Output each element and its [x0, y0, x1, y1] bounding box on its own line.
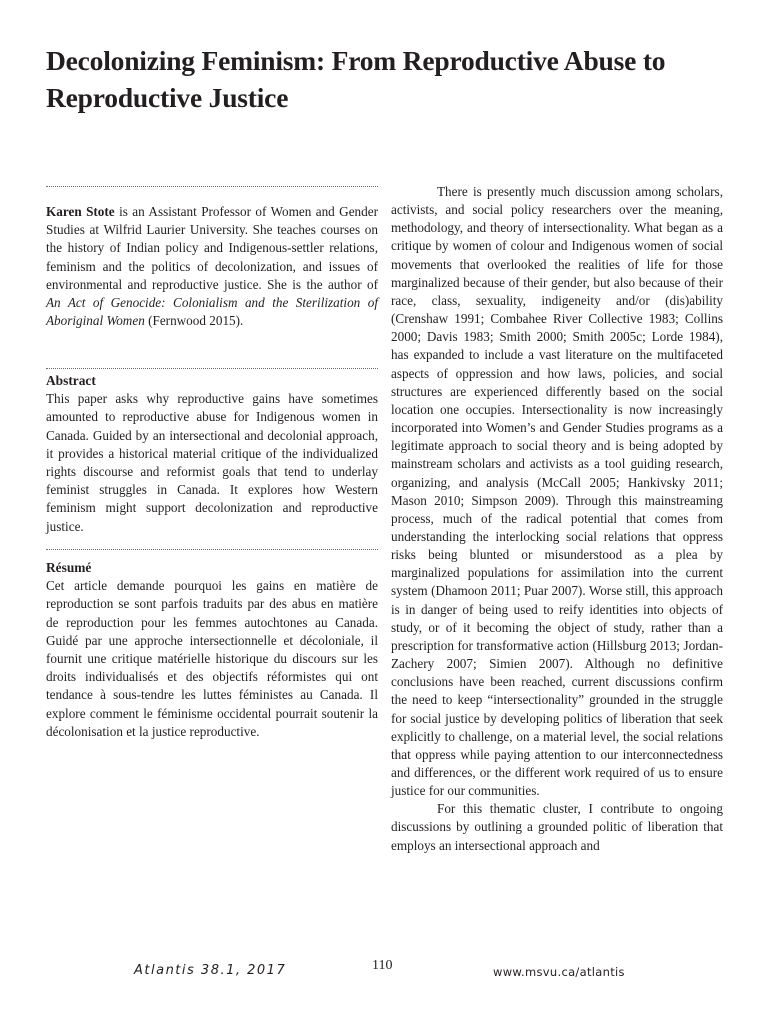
section-divider-resume	[46, 549, 378, 550]
author-name: Karen Stote	[46, 204, 115, 219]
author-book-title: An Act of Genocide: Colonialism and the Sterilization of Aboriginal Women	[46, 295, 378, 329]
section-divider-top	[46, 186, 378, 187]
body-paragraph: There is presently much discussion among scholars, activists, and social policy researchers over the meaning, methodology, and theory of intersectionality. What began as a critique by women of colour and Indigenous women of social movements that overlooked the realities of life for those marginalized because of their gender, but also because of their race, class, sexuality, indigeneity and/or (dis)ability (Crenshaw 1991; Combahee River Collective 1983; Collins 2000; Davis 1983; Smith 2000; Smith 2005c; Lorde 1984), has expanded to include a vast literature on the multifaceted aspects of oppression and how laws, policies, and social structures are experienced differently based on the social location one occupies. Intersectionality is now increasingly incorporated into Women’s and Gender Studies programs as a legitimate approach to social theory and is being adopted by mainstream scholars and activists as a tool guiding research, organizing, and analysis (McCall 2005; Hankivsky 2011; Mason 2010; Simpson 2009). Through this mainstreaming process, much of the radical potential that comes from understanding the interlocking social relations that oppress risks being blunted or misunderstood as a plea by marginalized populations for assimilation into the current system (Dhamoon 2011; Puar 2007). Worse still, this approach is in danger of being used to reify identities into objects of study, or of it becoming the object of study, rather than a prescription for transformative action (Hillsburg 2013; Jordan-Zachery 2007; Simien 2007). Although no definitive conclusions have been reached, current discussions confirm the need to keep “intersectionality” grounded in the struggle for social justice by developing politics of liberation that seek explicitly to challenge, on a material level, the social relations that oppress while paying attention to our interconnectedness and differences, or the different work required of us to ensure justice for our communities.	[391, 184, 723, 799]
right-column	[391, 183, 723, 855]
page-number: 110	[372, 958, 393, 973]
author-bio-text: is an Assistant Professor of Women and Gender Studies at Wilfrid Laurier University. She teaches courses on the history of Indian policy and Indigenous-settler relations, feminism and the politics of decolonization, and issues of environmental and reproductive justice. She is the author of	[46, 204, 378, 292]
resume-heading: Résumé	[46, 560, 92, 575]
body-paragraph: For this thematic cluster, I contribute to ongoing discussions by outlining a grounded politic of liberation that employs an intersectional approach and	[391, 801, 723, 853]
section-divider-abstract	[46, 368, 378, 369]
journal-url: www.msvu.ca/atlantis	[493, 965, 625, 979]
author-bio	[46, 203, 378, 330]
abstract-text: This paper asks why reproductive gains have sometimes amounted to reproductive abuse for Indigenous women in Canada. Guided by an intersectional and decolonial approach, it provides a historical material critique of the individualized rights discourse and reformist goals that tend to underlay feminist struggles in Canada. It explores how Western feminism might support decolonization and reproductive justice.	[46, 391, 378, 534]
abstract-section	[46, 372, 378, 536]
journal-citation: Atlantis 38.1, 2017	[134, 963, 287, 978]
author-bio-text-end: (Fernwood 2015).	[144, 313, 244, 329]
article-title: Decolonizing Feminism: From Reproductive Abuse to Reproductive Justice	[46, 45, 666, 113]
abstract-heading: Abstract	[46, 373, 96, 388]
resume-section	[46, 559, 378, 741]
resume-text: Cet article demande pourquoi les gains en matière de reproduction se sont parfois traduits par des abus en matière de reproduction pour les femmes autochtones au Canada. Guidé par une approche intersectionnelle et décoloniale, il fournit une critique matérielle historique du discours sur les droits individualisés et des objectifs réformistes qui ont tendance à sous-tendre les luttes féministes au Canada. Il explore comment le féminisme occidental pourrait soutenir la décolonisation et la justice reproductive.	[46, 578, 378, 739]
